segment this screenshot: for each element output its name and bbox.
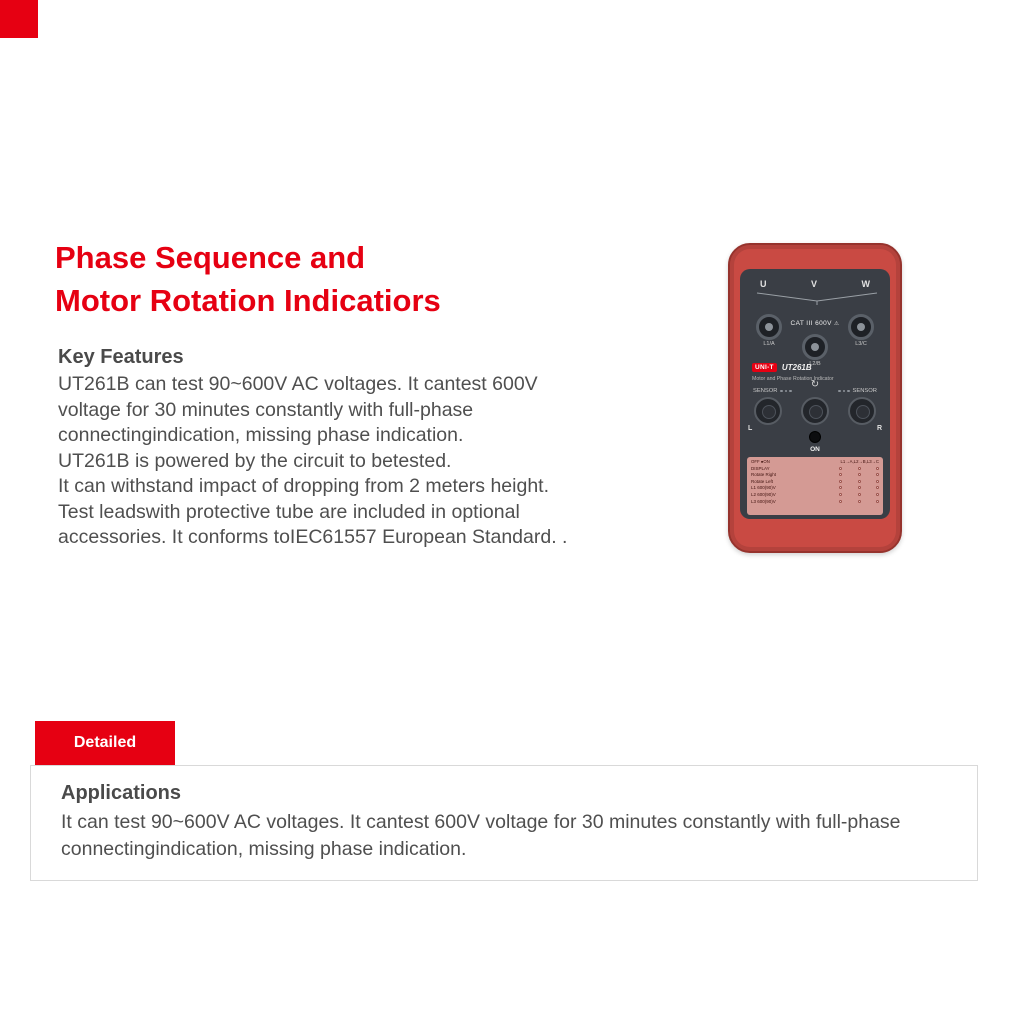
key-features-line: accessories. It conforms toIEC61557 European Standard. .	[58, 526, 568, 548]
spec-row-label: DISPLAY	[751, 465, 770, 471]
spec-row	[751, 466, 879, 471]
rotation-icon: ↻	[810, 379, 820, 390]
phase-w-label: W	[861, 279, 870, 289]
indicator-dot	[876, 500, 879, 503]
indicator-dots	[839, 473, 879, 476]
key-features-line: It can withstand impact of dropping from 2 meters height.	[58, 475, 549, 497]
phase-letter-row	[740, 279, 890, 289]
applications-line: It can test 90~600V AC voltages. It cantest 600V voltage for 30 minutes constantly with full-phase	[61, 811, 901, 833]
uni-t-logo: UNI-T	[752, 363, 777, 372]
page-title	[55, 236, 441, 322]
sensor-right-caption	[838, 388, 877, 394]
led-dot	[780, 390, 783, 393]
key-features-line: Test leadswith protective tube are included in optional	[58, 500, 520, 523]
indicator-dot	[858, 493, 861, 496]
indicator-dots	[839, 493, 879, 496]
indicator-dot	[839, 467, 842, 470]
model-label: UT261B	[781, 363, 812, 372]
phase-connector-lines	[753, 291, 881, 305]
sensor-left-label: SENSOR	[753, 388, 778, 394]
indicator-dots	[839, 467, 879, 470]
applications-heading: Applications	[61, 782, 182, 804]
spec-row	[751, 472, 879, 477]
device-subtitle: Motor and Phase Rotation Indicator	[752, 376, 834, 382]
sensor-right-label: SENSOR	[852, 388, 877, 394]
terminal-l2-label: L2/B	[809, 361, 821, 367]
indicator-dots	[839, 500, 879, 503]
indicator-dot	[839, 473, 842, 476]
terminal-l2	[802, 334, 828, 360]
cat-rating-text: CAT III 600V	[790, 320, 832, 327]
indicator-dot	[839, 493, 842, 496]
indicator-dot	[858, 486, 861, 489]
detailed-tab-label: Detailed	[73, 734, 137, 751]
indicator-dot	[839, 500, 842, 503]
applications-box	[30, 765, 978, 881]
phase-v-label: V	[810, 279, 817, 289]
spec-row	[751, 479, 879, 484]
sensor-right	[848, 397, 876, 425]
terminal-l3-label: L3/C	[855, 341, 867, 347]
r-label: R	[876, 425, 882, 432]
corner-accent	[0, 0, 38, 38]
device-image	[728, 243, 902, 553]
spec-row-label: L1 600(90)V	[751, 485, 776, 491]
indicator-dot	[876, 493, 879, 496]
spec-row-label: Rotate Right	[751, 472, 777, 478]
indicator-dot	[839, 486, 842, 489]
terminal-l3	[848, 314, 874, 340]
sensor-mid	[801, 397, 829, 425]
led-dot	[838, 390, 841, 393]
indicator-dot	[858, 480, 861, 483]
page-title-line-1: Phase Sequence and	[55, 240, 366, 275]
on-button	[809, 431, 821, 443]
indicator-dot	[858, 500, 861, 503]
device-face-panel	[740, 269, 890, 519]
terminal-l1	[756, 314, 782, 340]
indicator-dots	[839, 486, 879, 489]
led-dot	[785, 390, 788, 393]
terminal-l1-label: L1/A	[763, 341, 775, 347]
spec-row	[751, 499, 879, 504]
l-label: L	[748, 425, 753, 432]
indicator-dot	[839, 480, 842, 483]
spec-label	[747, 457, 883, 515]
spec-header-left: OFF ●ON	[751, 459, 770, 464]
page-title-line-2: Motor Rotation Indicatiors	[55, 283, 441, 318]
sensor-left	[754, 397, 782, 425]
indicator-dot	[876, 473, 879, 476]
led-dot	[843, 390, 846, 393]
indicator-dot	[876, 467, 879, 470]
applications-text	[61, 809, 977, 863]
indicator-dot	[876, 480, 879, 483]
spec-row	[751, 492, 879, 497]
phase-u-label: U	[760, 279, 767, 289]
key-features-line: UT261B is powered by the circuit to betested.	[58, 449, 452, 472]
sensor-right-leds	[838, 390, 850, 393]
spec-row-label: Rotate Left	[751, 478, 774, 484]
on-label: ON	[810, 446, 820, 453]
applications-line: connectingindication, missing phase indication.	[61, 838, 467, 860]
indicator-dot	[858, 473, 861, 476]
warning-icon: ⚠	[834, 321, 840, 327]
indicator-dot	[858, 467, 861, 470]
indicator-dot	[876, 486, 879, 489]
key-features-line: voltage for 30 minutes constantly with full-phase	[58, 398, 474, 421]
spec-row	[751, 485, 879, 490]
key-features-line: connectingindication, missing phase indication.	[58, 424, 464, 446]
sensor-left-caption	[753, 388, 792, 394]
led-dot	[847, 390, 850, 393]
detailed-tab	[35, 721, 175, 765]
spec-header-right: L1→A,L2→B,L3→C	[840, 459, 879, 464]
spec-header	[751, 459, 879, 464]
spec-row-label: L3 600(90)V	[751, 498, 776, 504]
key-features-heading: Key Features	[58, 346, 184, 368]
key-features-text	[58, 372, 567, 551]
sensor-left-leds	[780, 390, 792, 393]
spec-row-label: L2 600(90)V	[751, 491, 776, 497]
key-features-line: UT261B can test 90~600V AC voltages. It cantest 600V	[58, 373, 538, 395]
brand-row	[752, 363, 812, 372]
led-dot	[789, 390, 792, 393]
indicator-dots	[839, 480, 879, 483]
